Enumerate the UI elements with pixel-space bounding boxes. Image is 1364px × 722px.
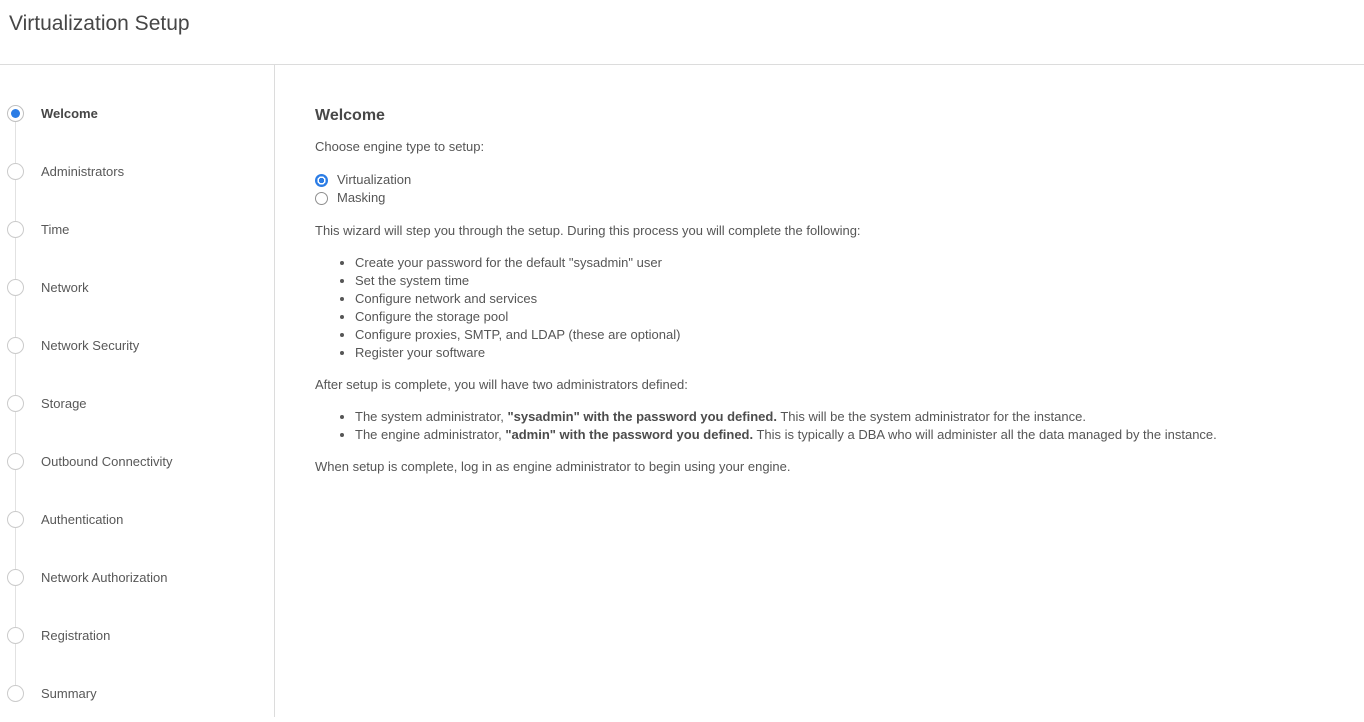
radio-icon (315, 174, 328, 187)
sidebar-step-summary[interactable] (0, 664, 274, 722)
engine-type-radio-group (315, 171, 1324, 207)
welcome-panel (275, 65, 1364, 717)
sidebar-step-storage[interactable] (0, 374, 274, 432)
step-label: Time (41, 221, 70, 237)
step-label: Network Security (41, 337, 140, 353)
step-label: Welcome (41, 105, 98, 121)
radio-icon (315, 192, 328, 205)
step-label: Network Authorization (41, 569, 168, 585)
sidebar-step-time[interactable] (0, 200, 274, 258)
step-radio-icon (7, 627, 24, 644)
sidebar-step-network-authorization[interactable] (0, 548, 274, 606)
administrator-item: • The system administrator, "sysadmin" with the password you defined. This will be the system administrator for the instance. (355, 408, 1324, 426)
sidebar-step-outbound-connectivity[interactable] (0, 432, 274, 490)
radio-label: Virtualization (337, 172, 412, 187)
radio-masking[interactable] (315, 189, 1324, 207)
step-label: Outbound Connectivity (41, 453, 173, 469)
outro-text: When setup is complete, log in as engine administrator to begin using your engine. (315, 459, 791, 474)
step-label: Storage (41, 395, 87, 411)
step-radio-icon (7, 453, 24, 470)
setup-task-item: • Configure network and services (355, 290, 1324, 308)
setup-task-item: • Register your software (355, 344, 1324, 362)
sidebar-step-registration[interactable] (0, 606, 274, 664)
step-radio-icon (7, 105, 24, 122)
administrator-list (315, 408, 1324, 444)
admins-intro-text: After setup is complete, you will have two administrators defined: (315, 377, 688, 392)
administrator-item: • The engine administrator, "admin" with the password you defined. This is typically a DBA who will administer all the data managed by the instance. (355, 426, 1324, 444)
setup-task-list (315, 254, 1324, 362)
step-radio-icon (7, 337, 24, 354)
sidebar-step-administrators[interactable] (0, 142, 274, 200)
setup-task-item: • Configure the storage pool (355, 308, 1324, 326)
step-radio-icon (7, 279, 24, 296)
radio-label: Masking (337, 190, 386, 205)
page-header (0, 0, 1364, 65)
setup-task-item: • Configure proxies, SMTP, and LDAP (these are optional) (355, 326, 1324, 344)
wizard-steps-sidebar (0, 65, 275, 717)
step-label: Authentication (41, 511, 124, 527)
main-layout (0, 65, 1364, 717)
page-title: Virtualization Setup (9, 12, 190, 35)
sidebar-step-network[interactable] (0, 258, 274, 316)
radio-virtualization[interactable] (315, 171, 1324, 189)
setup-task-item: • Create your password for the default "sysadmin" user (355, 254, 1324, 272)
step-radio-icon (7, 511, 24, 528)
step-label: Administrators (41, 163, 125, 179)
sidebar-step-authentication[interactable] (0, 490, 274, 548)
step-radio-icon (7, 221, 24, 238)
step-radio-icon (7, 395, 24, 412)
sidebar-step-network-security[interactable] (0, 316, 274, 374)
step-radio-icon (7, 163, 24, 180)
panel-heading: Welcome (315, 107, 385, 124)
step-label: Network (41, 279, 89, 295)
step-label: Registration (41, 627, 111, 643)
step-radio-icon (7, 569, 24, 586)
wizard-intro-text: This wizard will step you through the setup. During this process you will complete the following: (315, 223, 861, 238)
setup-task-item: • Set the system time (355, 272, 1324, 290)
step-radio-icon (7, 685, 24, 702)
engine-type-prompt: Choose engine type to setup: (315, 139, 485, 154)
step-label: Summary (41, 685, 97, 701)
sidebar-step-welcome[interactable] (0, 84, 274, 142)
